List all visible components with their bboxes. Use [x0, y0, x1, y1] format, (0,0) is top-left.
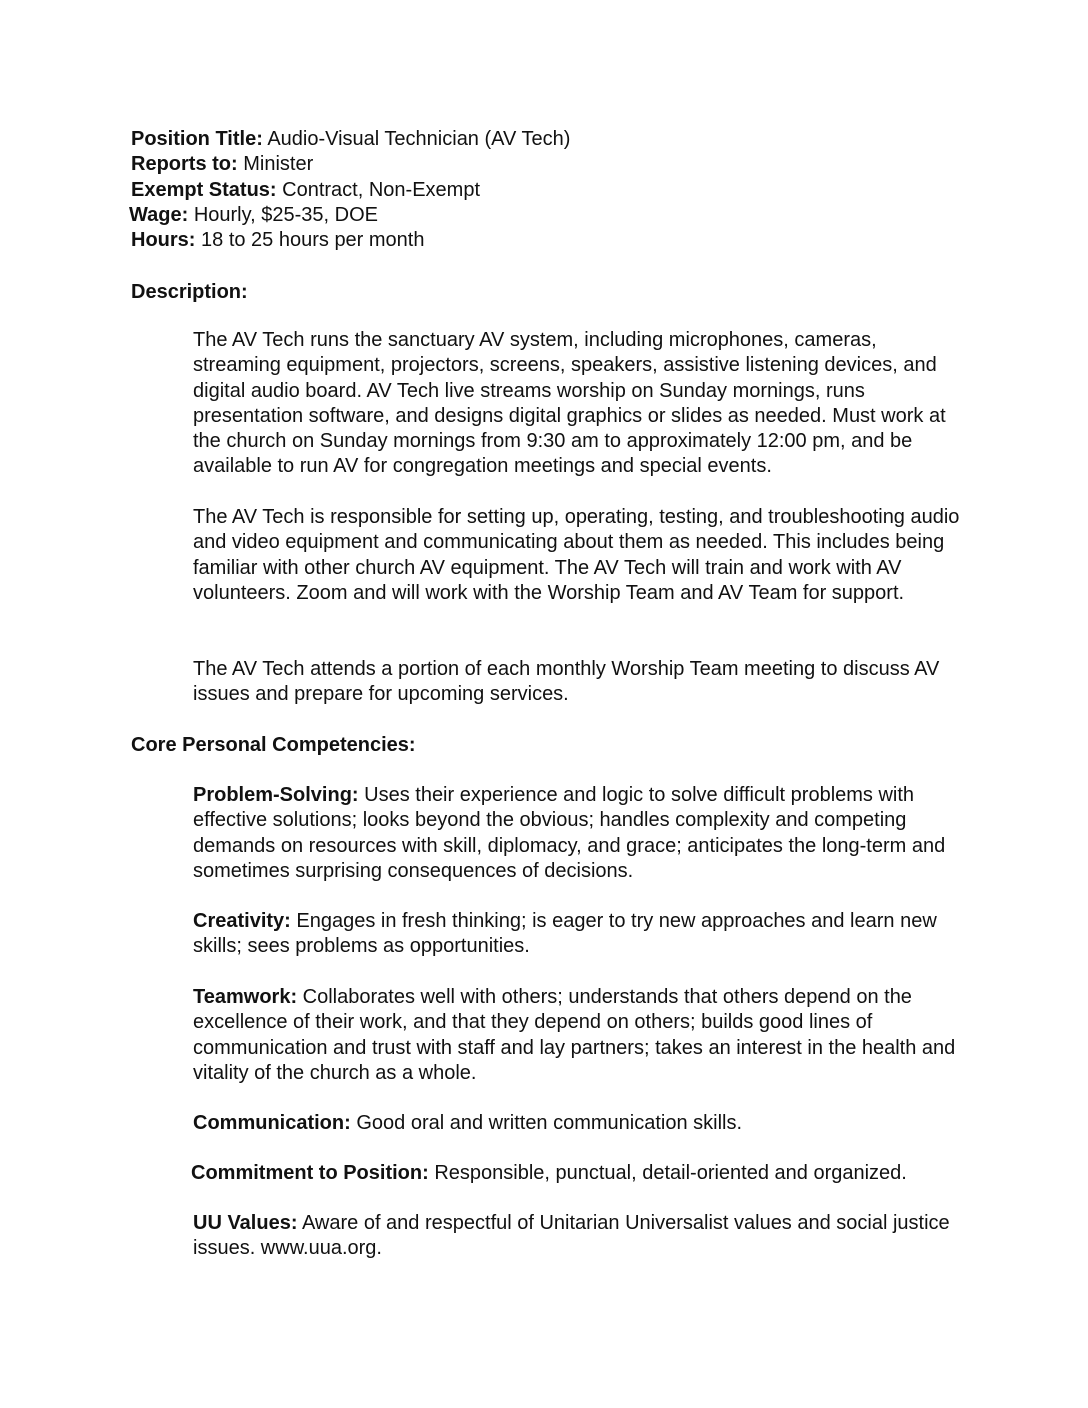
- position-title-line: [131, 127, 570, 152]
- hours-value: 18 to 25 hours per month: [195, 229, 425, 252]
- competency-text: Good oral and written communication skills.: [350, 1112, 743, 1134]
- position-title-value: Audio-Visual Technician (AV Tech): [262, 128, 571, 150]
- description-paragraph: The AV Tech attends a portion of each monthly Worship Team meeting to discuss AV issues and prepare for upcoming services.: [193, 658, 940, 706]
- description-paragraph: The AV Tech runs the sanctuary AV system, including microphones, cameras, streaming equipment, projectors, screens, speakers, assistive listening devices, and digital audio board. AV Tech live streams worship on Sunday mornings, runs presentation software, and designs digital graphics or slides as needed. Must work at the church on Sunday mornings from 9:30 am to approximately 12:00 pm, and be available to run AV for congregation meetings and special events.: [193, 329, 946, 478]
- wage-label: Wage:: [129, 203, 189, 226]
- competency-uu-values: [193, 1211, 963, 1262]
- competency-text: Aware of and respectful of Unitarian Universalist values and social justice issues. www.uua.org.: [193, 1212, 950, 1260]
- competency-label: Commitment to Position:: [191, 1162, 429, 1184]
- competency-label: Teamwork:: [193, 986, 298, 1008]
- competency-label: Communication:: [193, 1112, 351, 1134]
- wage-line: [129, 203, 570, 228]
- exempt-status-value: Contract, Non-Exempt: [276, 178, 481, 201]
- competency-text: Uses their experience and logic to solve difficult problems with effective solutions; looks beyond the obvious; handles complexity and competing demands on resources with skill, diplomacy, and grace; anticipates the long-term and sometimes surprising consequences of decisions.: [193, 784, 946, 882]
- competency-label: Creativity:: [193, 910, 291, 932]
- competency-text: Collaborates well with others; understands that others depend on the excellence of their work, and that they depend on others; builds good lines of communication and trust with staff and lay partners; takes an interest in the health and vitality of the church as a whole.: [193, 986, 956, 1084]
- competency-commitment: [191, 1161, 961, 1186]
- wage-value: Hourly, $25-35, DOE: [188, 203, 378, 226]
- description-paragraph: The AV Tech is responsible for setting up, operating, testing, and troubleshooting audio and video equipment and communicating about them as needed. This includes being familiar with other church AV equipment. The AV Tech will train and work with AV volunteers. Zoom and will work with the Worship Team and AV Team for support.: [193, 506, 960, 604]
- reports-to-label: Reports to:: [131, 153, 238, 176]
- exempt-status-line: [131, 178, 570, 203]
- competency-creativity: [193, 909, 963, 960]
- description-heading: Description:: [131, 281, 248, 303]
- competency-text: Engages in fresh thinking; is eager to try new approaches and learn new skills; sees problems as opportunities.: [193, 910, 937, 958]
- competency-communication: [193, 1111, 963, 1136]
- hours-label: Hours:: [131, 229, 196, 252]
- exempt-status-label: Exempt Status:: [131, 178, 277, 201]
- competency-problem-solving: [193, 783, 963, 884]
- competency-label: Problem-Solving:: [193, 784, 359, 806]
- competency-label: UU Values:: [193, 1212, 298, 1234]
- reports-to-value: Minister: [237, 153, 314, 176]
- competencies-heading: Core Personal Competencies:: [131, 734, 416, 756]
- position-title-label: Position Title:: [131, 128, 263, 150]
- position-header: [131, 127, 570, 253]
- competency-text: Responsible, punctual, detail-oriented and organized.: [428, 1162, 907, 1184]
- reports-to-line: [131, 152, 570, 177]
- competency-teamwork: [193, 985, 963, 1086]
- hours-line: [131, 228, 570, 253]
